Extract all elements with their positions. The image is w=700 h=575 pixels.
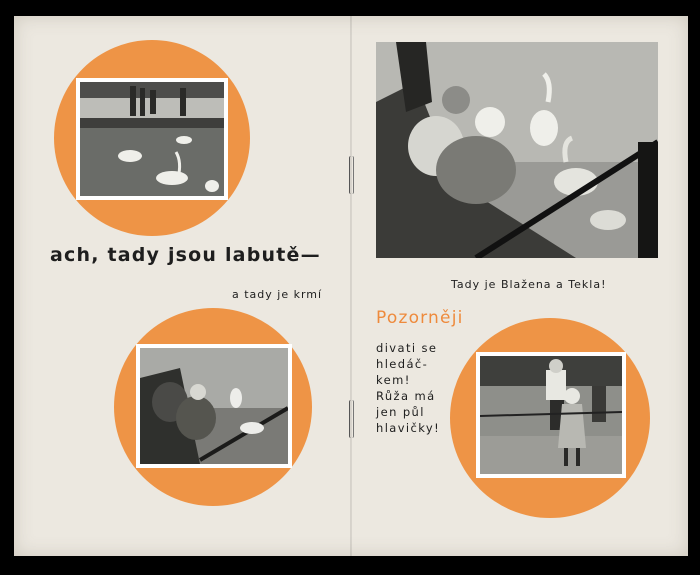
photo-swans-pond-image bbox=[80, 82, 224, 196]
photo-children-feeding-image bbox=[140, 348, 288, 464]
body-line-5: jen půl bbox=[376, 405, 425, 419]
booklet-spread bbox=[14, 16, 688, 556]
photo-girls-with-swans-image bbox=[376, 42, 658, 258]
caption-blazena-tekla: Tady je Blažena a Tekla! bbox=[451, 278, 607, 291]
page-fold bbox=[350, 16, 352, 556]
caption-feeding: a tady je krmí bbox=[232, 288, 323, 301]
binding-stitch-bottom bbox=[349, 400, 354, 438]
photo-children-at-railing-image bbox=[480, 356, 622, 474]
photo-children-at-railing bbox=[476, 352, 626, 478]
photo-girls-with-swans bbox=[376, 42, 658, 258]
body-line-4: Růža má bbox=[376, 389, 436, 403]
binding-stitch-top bbox=[349, 156, 354, 194]
headline-swans: ach, tady jsou labutě— bbox=[50, 244, 321, 266]
title-pozorneji: Pozorněji bbox=[376, 308, 464, 328]
photo-children-feeding-swans bbox=[136, 344, 292, 468]
body-line-6: hlavičky! bbox=[376, 421, 441, 435]
body-line-3: kem! bbox=[376, 373, 411, 387]
body-line-1: divati se bbox=[376, 341, 438, 355]
body-line-2: hledáč- bbox=[376, 357, 429, 371]
body-text-block bbox=[376, 340, 440, 436]
photo-swans-pond bbox=[76, 78, 228, 200]
